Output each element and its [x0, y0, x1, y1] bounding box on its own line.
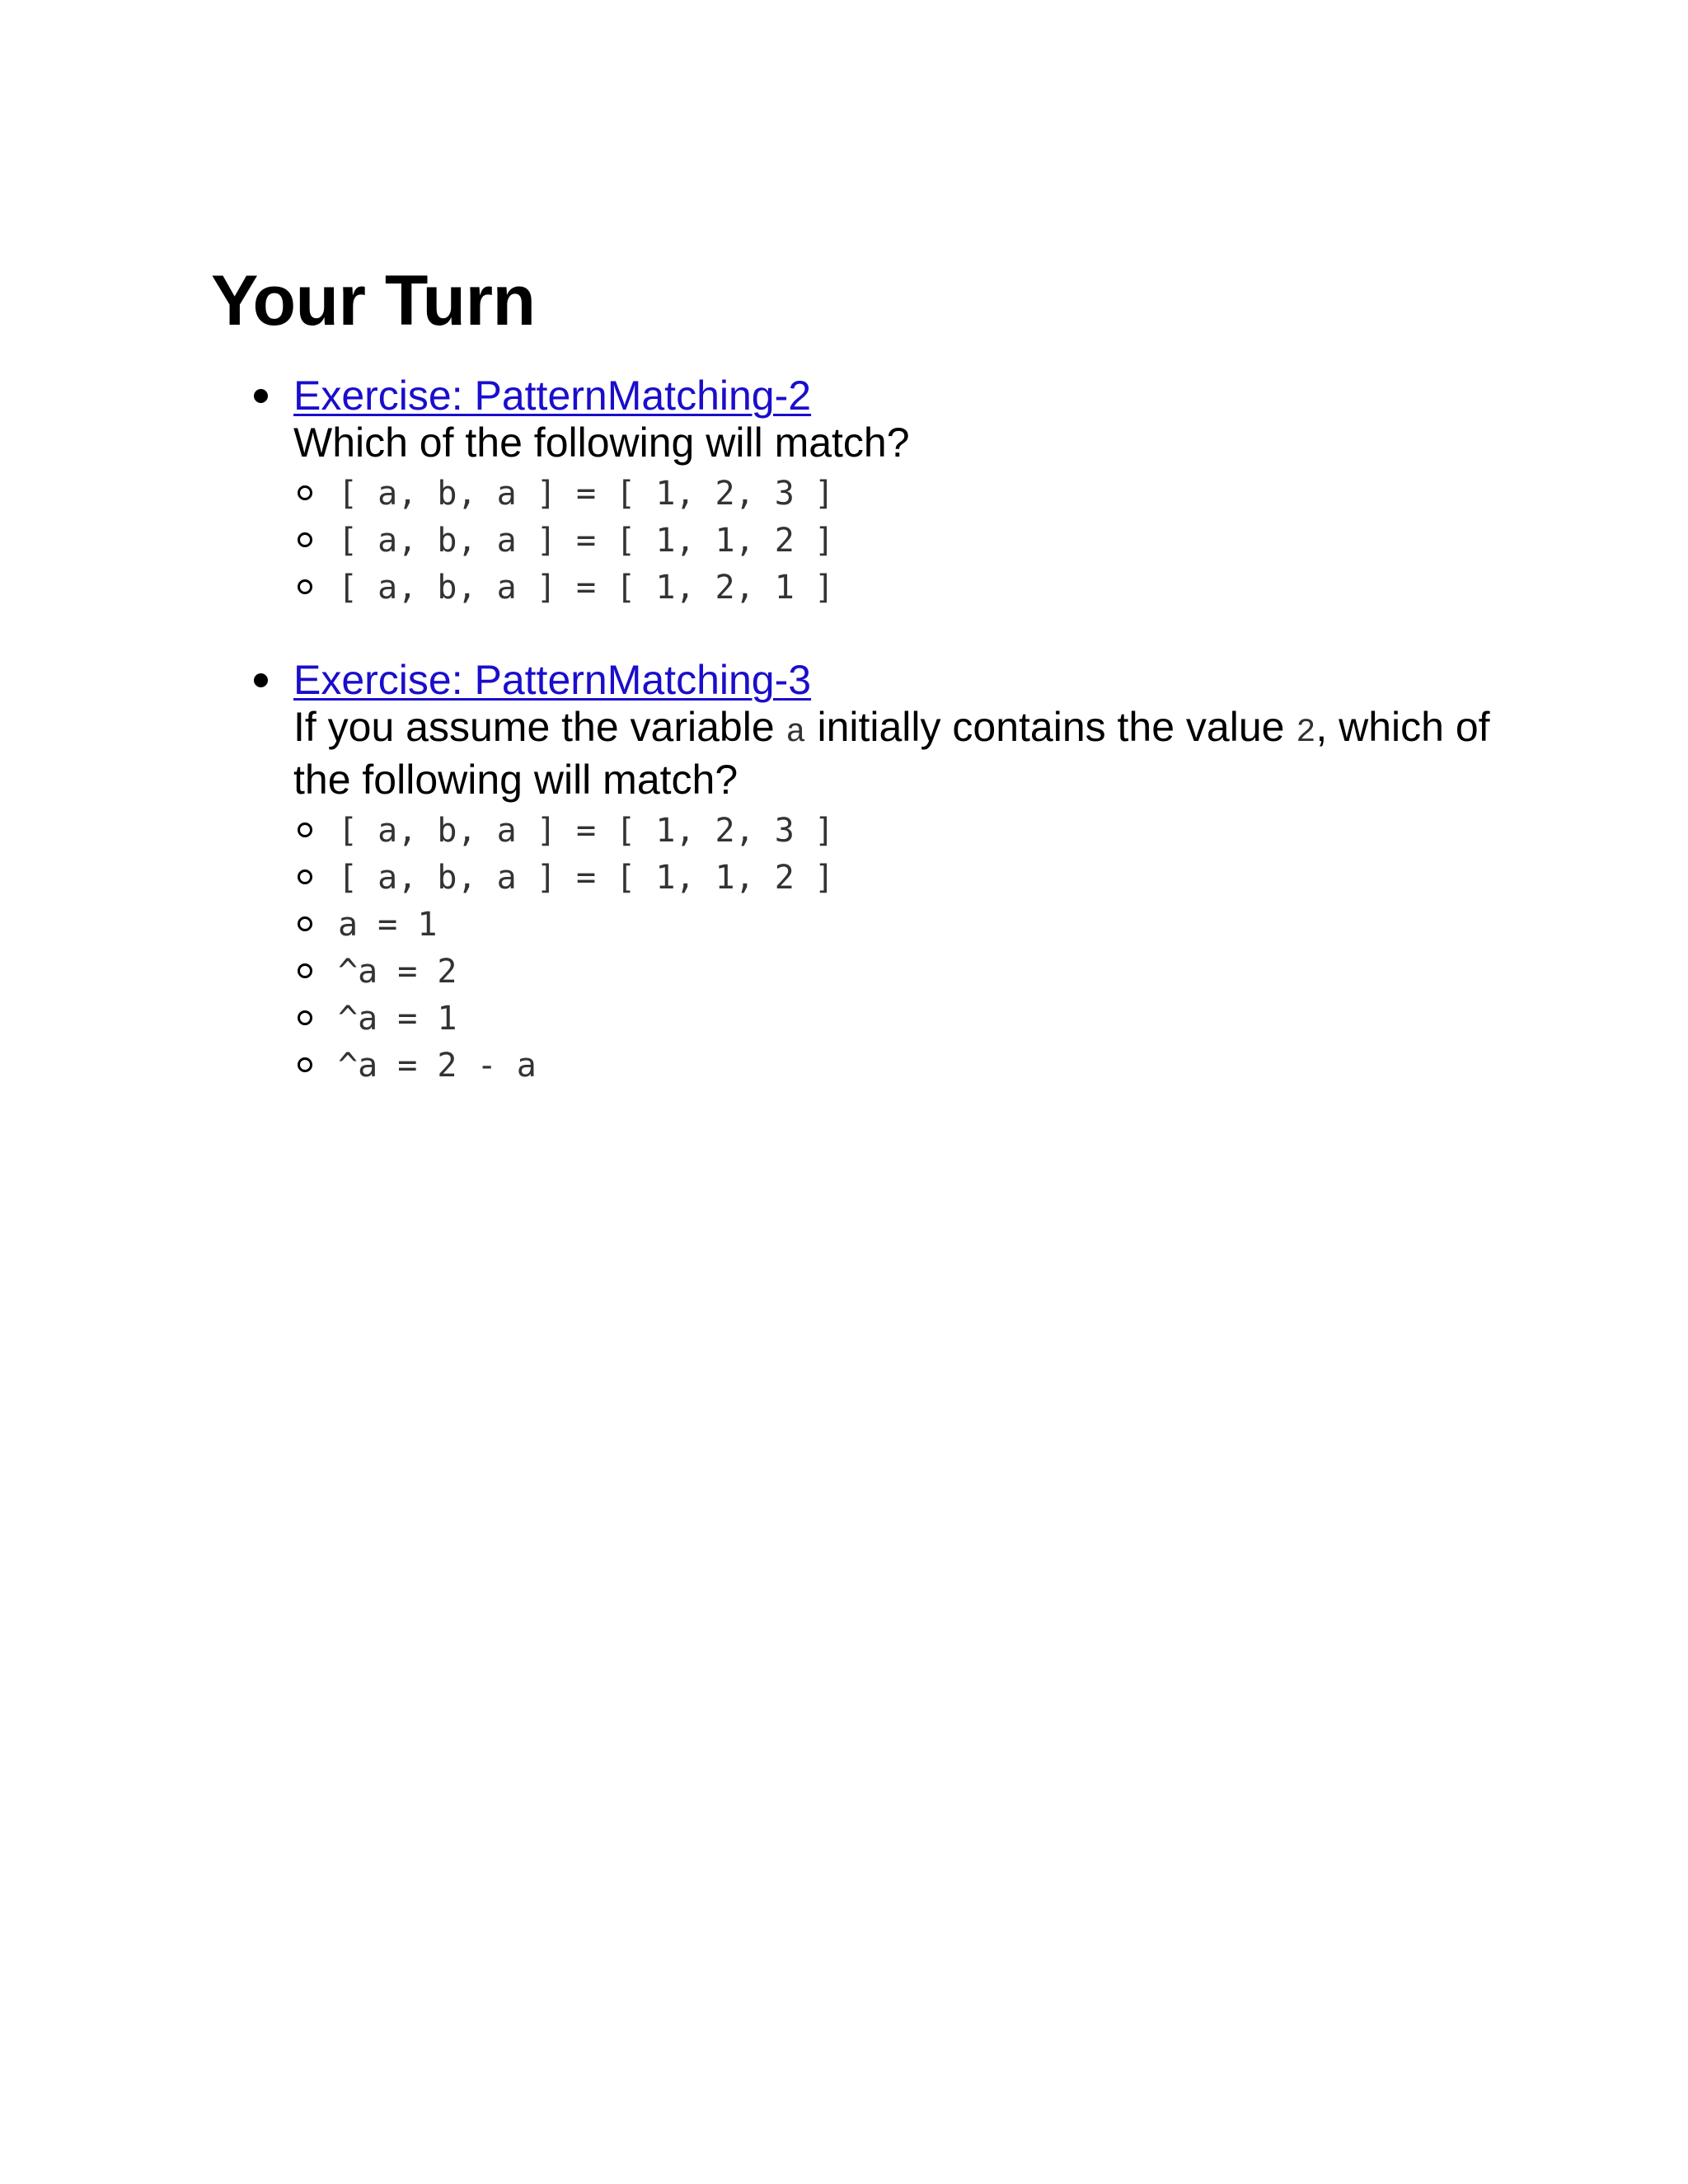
document-page	[211, 255, 1497, 1090]
bullet-circle-icon	[298, 1057, 312, 1072]
prompt-text: initially contains the value	[805, 704, 1296, 750]
prompt-text: If you assume the variable	[293, 704, 786, 750]
option-item	[293, 471, 1497, 518]
option-item	[293, 808, 1497, 855]
exercise-link-pattern-matching-2[interactable]: Exercise: PatternMatching-2	[293, 373, 812, 419]
exercise-item	[211, 373, 1497, 612]
page-title: Your Turn	[211, 261, 536, 340]
option-item	[293, 565, 1497, 612]
option-item	[293, 518, 1497, 565]
bullet-circle-icon	[298, 823, 312, 837]
option-item	[293, 902, 1497, 949]
bullet-disc-icon	[254, 673, 268, 687]
exercise-prompt	[293, 704, 1497, 804]
option-code: [ a, b, a ] = [ 1, 2, 3 ]	[338, 475, 835, 513]
bullet-circle-icon	[298, 963, 312, 978]
option-item	[293, 1043, 1497, 1090]
exercise-list	[211, 373, 1497, 1090]
bullet-circle-icon	[298, 579, 312, 594]
prompt-text: , which of the following will match?	[293, 704, 1490, 803]
bullet-circle-icon	[298, 1010, 312, 1025]
inline-code-value: 2	[1296, 715, 1316, 752]
bullet-circle-icon	[298, 532, 312, 547]
bullet-disc-icon	[254, 389, 268, 403]
option-item	[293, 996, 1497, 1043]
exercise-prompt: Which of the following will match?	[293, 419, 910, 466]
option-list	[293, 471, 1497, 612]
option-code: [ a, b, a ] = [ 1, 1, 2 ]	[338, 859, 835, 897]
option-item	[293, 949, 1497, 996]
bullet-circle-icon	[298, 869, 312, 884]
exercise-item	[211, 657, 1497, 1090]
option-code: [ a, b, a ] = [ 1, 2, 1 ]	[338, 569, 835, 607]
bullet-circle-icon	[298, 485, 312, 500]
option-code: [ a, b, a ] = [ 1, 2, 3 ]	[338, 812, 835, 850]
option-list	[293, 808, 1497, 1090]
inline-code-variable: a	[785, 715, 806, 752]
option-code: ^a = 2	[338, 953, 457, 991]
option-code: ^a = 2 - a	[338, 1047, 537, 1085]
option-code: a = 1	[338, 906, 438, 944]
option-code: ^a = 1	[338, 1000, 457, 1038]
bullet-circle-icon	[298, 916, 312, 931]
exercise-link-pattern-matching-3[interactable]: Exercise: PatternMatching-3	[293, 657, 812, 703]
option-code: [ a, b, a ] = [ 1, 1, 2 ]	[338, 522, 835, 560]
option-item	[293, 855, 1497, 902]
